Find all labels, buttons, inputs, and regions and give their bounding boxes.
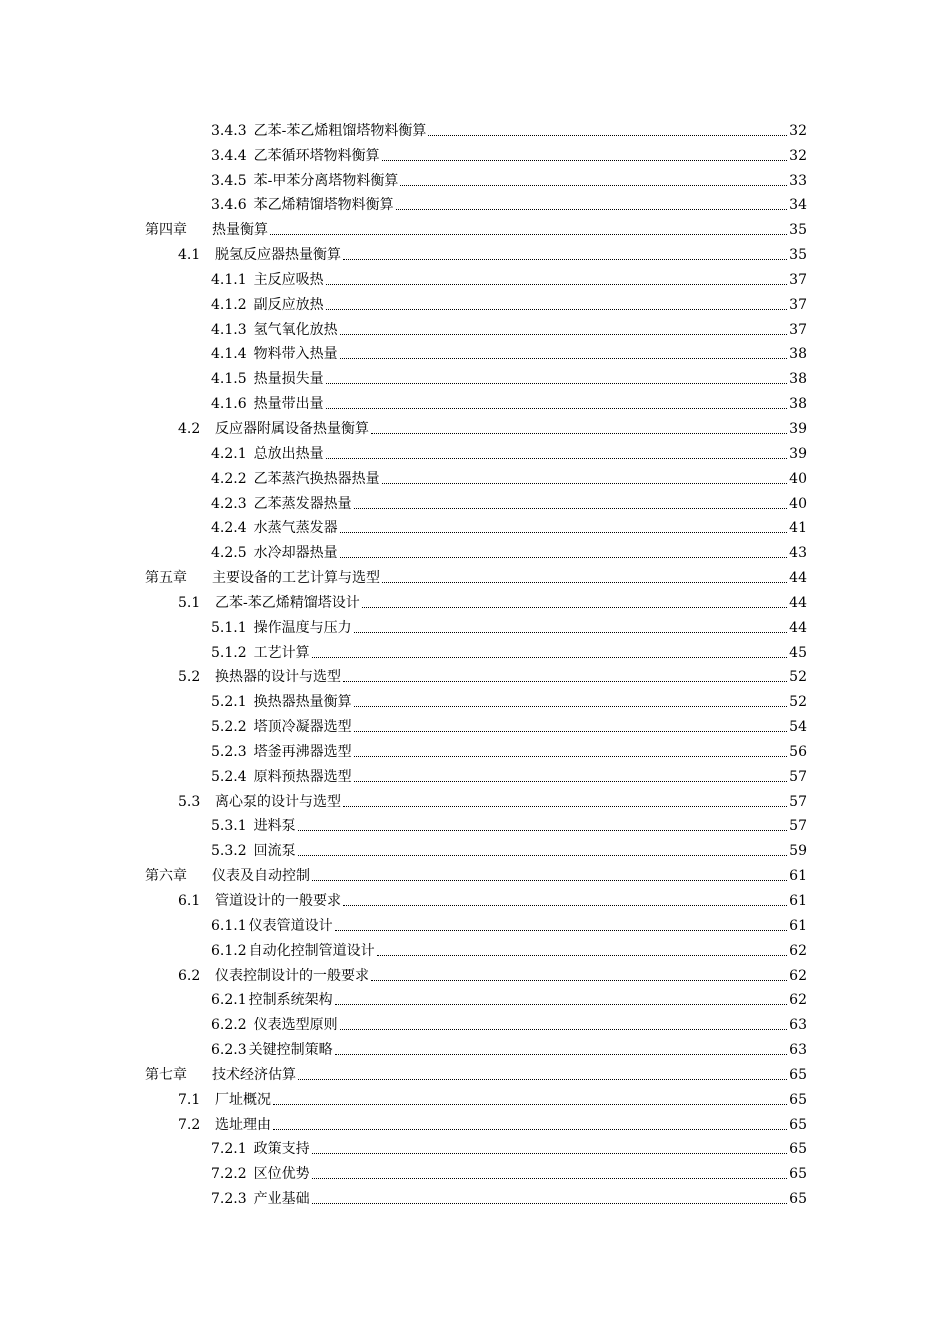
toc-subsection-entry[interactable] [145,1009,807,1034]
toc-dot-leader [312,1203,787,1204]
toc-dot-leader [326,284,787,285]
toc-chapter-entry[interactable] [145,1059,807,1084]
toc-entry-number: 4.2.4 [211,520,247,537]
toc-page-number: 38 [789,396,807,413]
toc-entry-title: 技术经济估算 [212,1066,296,1083]
toc-entry-number: 7.2.2 [211,1166,247,1183]
toc-entry-number: 6.1.1 [211,917,247,934]
toc-subsection-entry[interactable] [145,1034,807,1059]
toc-entry-number: 5.2.3 [211,743,247,760]
toc-entry-title: 仪表管道设计 [248,917,333,934]
toc-dot-leader [354,781,787,782]
toc-page-number: 33 [789,172,807,189]
toc-dot-leader [377,955,787,956]
toc-page-number: 38 [789,371,807,388]
toc-entry-title: 塔顶冷凝器选型 [253,719,352,736]
toc-dot-leader [326,458,787,459]
toc-entry-title: 管道设计的一般要求 [215,893,341,909]
toc-subsection-entry[interactable] [145,811,807,836]
toc-dot-leader [270,234,787,235]
toc-dot-leader [400,185,787,186]
toc-section-entry[interactable] [145,1084,807,1109]
toc-entry-title: 离心泵的设计与选型 [215,793,341,810]
toc-entry-number: 3.4.5 [211,172,247,189]
toc-section-entry[interactable] [145,239,807,264]
toc-entry-title: 脱氢反应器热量衡算 [215,247,341,264]
toc-dot-leader [298,855,787,856]
toc-subsection-entry[interactable] [145,612,807,637]
toc-page-number: 62 [789,967,807,984]
toc-page-number: 61 [789,868,807,885]
toc-entry-number: 5.1 [178,594,201,611]
toc-page-number: 57 [789,768,807,785]
toc-entry-number: 第六章 [145,868,187,885]
toc-page-number: 52 [789,669,807,686]
toc-entry-number: 第五章 [145,570,187,587]
toc-entry-title: 仪表选型原则 [253,1017,338,1034]
toc-entry-title: 自动化控制管道设计 [248,942,375,959]
toc-page-number: 62 [789,992,807,1009]
toc-subsection-entry[interactable] [145,686,807,711]
toc-subsection-entry[interactable] [145,264,807,289]
toc-page-number: 61 [789,893,807,909]
toc-entry-title: 政策支持 [253,1141,310,1158]
toc-dot-leader [354,632,787,633]
toc-entry-number: 5.3 [178,793,201,810]
toc-entry-number: 4.1.6 [211,396,247,413]
toc-chapter-entry[interactable] [145,860,807,885]
toc-entry-number: 5.1.1 [211,619,247,636]
toc-dot-leader [362,607,787,608]
toc-page-number: 56 [789,743,807,760]
toc-subsection-entry[interactable] [145,711,807,736]
toc-page-number: 63 [789,1017,807,1034]
toc-entry-title: 塔釜再沸器选型 [253,743,352,760]
toc-dot-leader [343,806,787,807]
toc-section-entry[interactable] [145,662,807,687]
toc-entry-number: 4.1.1 [211,271,247,288]
toc-entry-number: 7.2.1 [211,1141,247,1158]
toc-section-entry[interactable] [145,960,807,985]
toc-entry-number: 5.2.2 [211,719,247,736]
toc-page-number: 65 [789,1166,807,1183]
toc-page-number: 57 [789,818,807,835]
toc-entry-number: 6.1 [178,893,201,909]
toc-subsection-entry[interactable] [145,488,807,513]
table-of-contents [145,115,807,1208]
toc-page-number: 43 [789,545,807,562]
toc-subsection-entry[interactable] [145,637,807,662]
toc-entry-number: 第四章 [145,222,187,239]
toc-entry-title: 热量损失量 [253,371,324,388]
toc-subsection-entry[interactable] [145,363,807,388]
toc-dot-leader [371,980,787,981]
toc-entry-title: 主要设备的工艺计算与选型 [212,570,380,587]
toc-entry-title: 回流泵 [253,843,296,860]
toc-entry-number: 4.1.5 [211,371,247,388]
toc-subsection-entry[interactable] [145,314,807,339]
toc-entry-title: 仪表及自动控制 [212,868,310,885]
toc-entry-title: 进料泵 [253,818,296,835]
toc-entry-number: 4.1.4 [211,346,247,363]
toc-dot-leader [343,259,787,260]
toc-entry-title: 水冷却器热量 [253,545,338,562]
toc-dot-leader [343,681,787,682]
toc-page-number: 37 [789,321,807,338]
toc-entry-number: 4.2 [178,420,201,437]
toc-section-entry[interactable] [145,885,807,910]
toc-entry-title: 区位优势 [253,1166,310,1183]
toc-page-number: 39 [789,420,807,437]
toc-subsection-entry[interactable] [145,438,807,463]
toc-entry-title: 反应器附属设备热量衡算 [215,420,369,437]
toc-entry-number: 5.3.1 [211,818,247,835]
toc-subsection-entry[interactable] [145,339,807,364]
toc-entry-number: 3.4.6 [211,197,247,214]
toc-subsection-entry[interactable] [145,1158,807,1183]
toc-page-number: 59 [789,843,807,860]
toc-page-number: 57 [789,793,807,810]
toc-entry-number: 7.2.3 [211,1191,247,1208]
toc-page-number: 41 [789,520,807,537]
toc-dot-leader [340,334,787,335]
toc-entry-number: 4.1.3 [211,321,247,338]
toc-dot-leader [340,532,787,533]
toc-entry-title: 原料预热器选型 [253,768,352,785]
toc-dot-leader [312,657,787,658]
toc-page-number: 62 [789,942,807,959]
toc-subsection-entry[interactable] [145,1183,807,1208]
toc-page-number: 39 [789,445,807,462]
toc-entry-title: 苯-甲苯分离塔物料衡算 [253,172,399,189]
toc-entry-number: 6.2.2 [211,1017,247,1034]
toc-entry-title: 水蒸气蒸发器 [253,520,338,537]
toc-dot-leader [396,209,787,210]
toc-entry-title: 选址理由 [215,1116,271,1133]
toc-entry-number: 5.2.1 [211,694,247,711]
toc-dot-leader [335,930,787,931]
toc-page-number: 44 [789,594,807,611]
toc-entry-number: 7.2 [178,1116,201,1133]
toc-section-entry[interactable] [145,413,807,438]
toc-subsection-entry[interactable] [145,1134,807,1159]
toc-entry-title: 厂址概况 [215,1091,271,1108]
toc-entry-number: 5.1.2 [211,644,247,661]
toc-dot-leader [273,1104,787,1105]
toc-dot-leader [326,383,787,384]
toc-subsection-entry[interactable] [145,463,807,488]
toc-subsection-entry[interactable] [145,165,807,190]
toc-dot-leader [312,1178,787,1179]
toc-entry-number: 5.3.2 [211,843,247,860]
toc-dot-leader [354,706,787,707]
toc-dot-leader [354,508,787,509]
toc-entry-number: 6.2.3 [211,1042,247,1059]
toc-page-number: 54 [789,719,807,736]
toc-page-number: 65 [789,1141,807,1158]
toc-page-number: 32 [789,122,807,139]
toc-entry-number: 4.2.5 [211,545,247,562]
toc-subsection-entry[interactable] [145,736,807,761]
toc-page-number: 35 [789,247,807,264]
toc-entry-title: 乙苯-苯乙烯粗馏塔物料衡算 [253,122,427,139]
toc-dot-leader [312,1153,787,1154]
toc-entry-title: 副反应放热 [253,296,324,313]
toc-page-number: 52 [789,694,807,711]
toc-subsection-entry[interactable] [145,835,807,860]
toc-subsection-entry[interactable] [145,935,807,960]
toc-subsection-entry[interactable] [145,910,807,935]
toc-entry-number: 4.1.2 [211,296,247,313]
toc-dot-leader [428,135,787,136]
toc-entry-number: 5.2 [178,669,201,686]
toc-entry-number: 5.2.4 [211,768,247,785]
toc-subsection-entry[interactable] [145,513,807,538]
toc-entry-title: 乙苯蒸汽换热器热量 [253,470,380,487]
toc-chapter-entry[interactable] [145,562,807,587]
toc-entry-title: 氢气氧化放热 [253,321,338,338]
toc-subsection-entry[interactable] [145,537,807,562]
toc-entry-title: 关键控制策略 [248,1042,333,1059]
toc-page-number: 65 [789,1116,807,1133]
toc-dot-leader [340,557,787,558]
toc-dot-leader [382,483,787,484]
toc-dot-leader [340,358,787,359]
toc-page-number: 65 [789,1066,807,1083]
toc-entry-number: 3.4.3 [211,122,247,139]
toc-entry-title: 换热器的设计与选型 [215,669,341,686]
toc-section-entry[interactable] [145,786,807,811]
toc-page-number: 44 [789,619,807,636]
toc-dot-leader [340,1029,787,1030]
toc-page-number: 45 [789,644,807,661]
toc-dot-leader [343,905,787,906]
toc-entry-title: 物料带入热量 [253,346,338,363]
toc-dot-leader [298,1079,787,1080]
toc-subsection-entry[interactable] [145,190,807,215]
toc-entry-number: 4.2.3 [211,495,247,512]
toc-dot-leader [354,756,787,757]
toc-subsection-entry[interactable] [145,388,807,413]
toc-entry-number: 6.2.1 [211,992,247,1009]
toc-dot-leader [298,830,787,831]
toc-entry-title: 仪表控制设计的一般要求 [215,967,369,984]
toc-dot-leader [335,1004,787,1005]
toc-entry-title: 产业基础 [253,1191,310,1208]
toc-page-number: 40 [789,495,807,512]
toc-entry-title: 热量衡算 [212,222,268,239]
toc-entry-title: 工艺计算 [253,644,310,661]
toc-entry-number: 7.1 [178,1091,201,1108]
toc-section-entry[interactable] [145,1109,807,1134]
toc-subsection-entry[interactable] [145,761,807,786]
toc-entry-number: 4.2.1 [211,445,247,462]
toc-entry-title: 乙苯-苯乙烯精馏塔设计 [215,594,360,611]
toc-dot-leader [382,582,787,583]
toc-entry-title: 热量带出量 [253,396,324,413]
toc-entry-title: 控制系统架构 [248,992,333,1009]
toc-page-number: 37 [789,271,807,288]
toc-entry-title: 总放出热量 [253,445,324,462]
toc-entry-number: 3.4.4 [211,147,247,164]
toc-page-number: 34 [789,197,807,214]
toc-page-number: 37 [789,296,807,313]
toc-entry-number: 第七章 [145,1066,187,1083]
toc-dot-leader [371,433,787,434]
toc-subsection-entry[interactable] [145,289,807,314]
toc-entry-title: 乙苯循环塔物料衡算 [253,147,380,164]
toc-entry-number: 4.2.2 [211,470,247,487]
toc-page-number: 61 [789,917,807,934]
toc-chapter-entry[interactable] [145,214,807,239]
toc-entry-number: 4.1 [178,247,201,264]
toc-entry-title: 换热器热量衡算 [253,694,352,711]
toc-page-number: 40 [789,470,807,487]
toc-entry-title: 乙苯蒸发器热量 [253,495,352,512]
toc-entry-title: 操作温度与压力 [253,619,352,636]
toc-section-entry[interactable] [145,587,807,612]
toc-dot-leader [382,160,787,161]
toc-page-number: 44 [789,570,807,587]
toc-page-number: 32 [789,147,807,164]
toc-entry-number: 6.1.2 [211,942,247,959]
toc-entry-number: 6.2 [178,967,201,984]
toc-dot-leader [335,1054,787,1055]
toc-page-number: 38 [789,346,807,363]
toc-dot-leader [326,309,787,310]
toc-dot-leader [273,1129,787,1130]
toc-subsection-entry[interactable] [145,115,807,140]
toc-subsection-entry[interactable] [145,140,807,165]
toc-page-number: 65 [789,1091,807,1108]
toc-dot-leader [354,731,787,732]
toc-dot-leader [326,408,787,409]
toc-page-number: 35 [789,222,807,239]
toc-dot-leader [312,880,787,881]
toc-subsection-entry[interactable] [145,985,807,1010]
toc-entry-title: 主反应吸热 [253,271,324,288]
toc-page-number: 65 [789,1191,807,1208]
toc-page-number: 63 [789,1042,807,1059]
toc-entry-title: 苯乙烯精馏塔物料衡算 [253,197,394,214]
